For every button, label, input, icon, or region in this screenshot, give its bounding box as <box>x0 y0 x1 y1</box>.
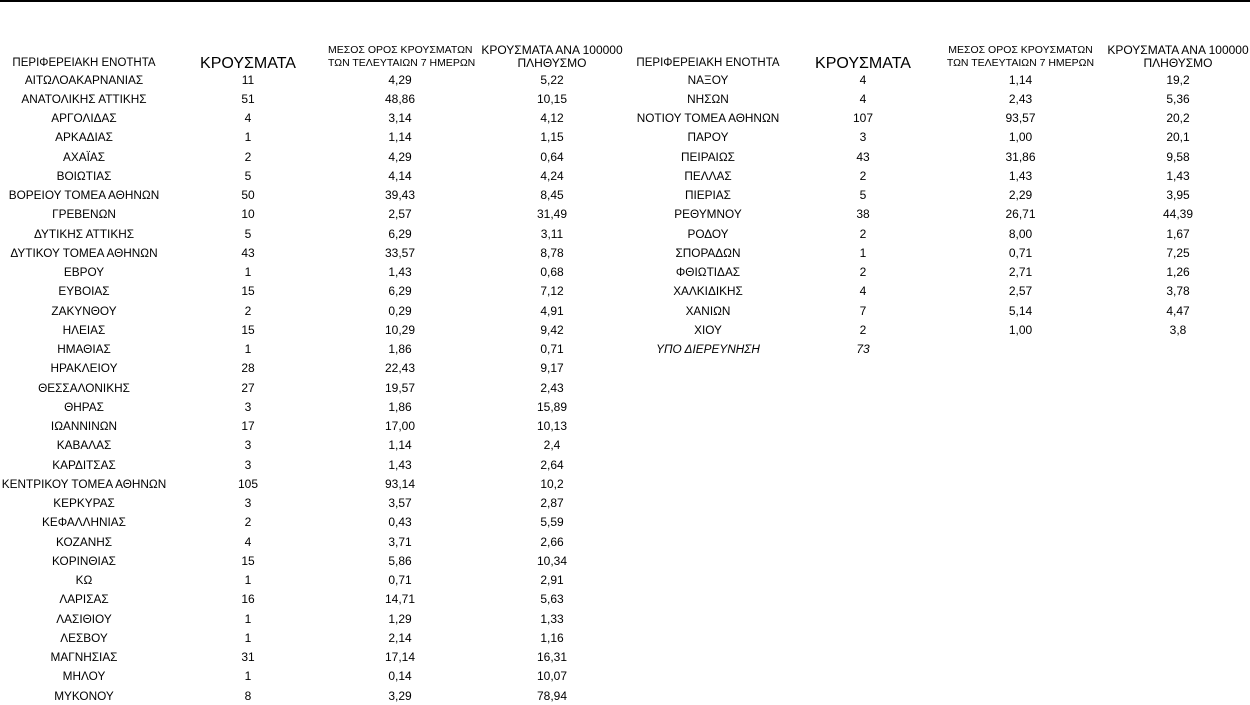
cell-per: 19,2 <box>1166 72 1190 87</box>
table-row <box>0 417 632 436</box>
table-header-left <box>0 40 632 70</box>
cell-per: 9,42 <box>540 322 564 337</box>
cell-avg: 93,14 <box>384 476 416 491</box>
table-row <box>0 571 632 590</box>
cell-region: ΘΗΡΑΣ <box>64 399 104 414</box>
cell-per: 0,68 <box>540 265 564 280</box>
header-per <box>472 44 632 70</box>
table-row <box>628 109 1250 128</box>
cell-per: 7,12 <box>540 284 564 299</box>
cell-region: ΑΝΑΤΟΛΙΚΗΣ ΑΤΤΙΚΗΣ <box>21 91 147 106</box>
table-row <box>0 166 632 185</box>
header-per-line2: ΠΛΗΘΥΣΜΟ <box>1143 56 1213 70</box>
cell-region: ΚΑΡΔΙΤΣΑΣ <box>52 457 116 472</box>
table-row <box>0 205 632 224</box>
cell-per: 8,78 <box>540 245 564 260</box>
table-row <box>0 513 632 532</box>
cell-region: ΦΘΙΩΤΙΔΑΣ <box>675 265 741 280</box>
table-row <box>0 667 632 686</box>
cell-region: ΚΕΦΑΛΛΗΝΙΑΣ <box>42 515 126 530</box>
cell-cases: 4 <box>244 111 252 126</box>
header-region: ΠΕΡΙΦΕΡΕΙΑΚΗ ΕΝΟΤΗΤΑ <box>636 57 780 69</box>
table-row <box>0 70 632 89</box>
cell-cases: 1 <box>244 669 252 684</box>
cell-per: 78,94 <box>536 688 568 703</box>
header-region: ΠΕΡΙΦΕΡΕΙΑΚΗ ΕΝΟΤΗΤΑ <box>12 57 156 69</box>
cell-cases: 1 <box>244 130 252 145</box>
cell-region: ΕΒΡΟΥ <box>63 265 105 280</box>
cell-cases: 2 <box>859 226 867 241</box>
cell-cases: 1 <box>859 245 867 260</box>
cell-cases: 4 <box>244 534 252 549</box>
cell-per: 1,16 <box>540 630 564 645</box>
cell-avg: 1,86 <box>388 342 412 357</box>
cell-cases: 1 <box>244 265 252 280</box>
cell-region: ΗΛΕΙΑΣ <box>62 322 106 337</box>
cell-cases: 38 <box>856 207 870 222</box>
cell-per: 10,07 <box>536 669 568 684</box>
cell-avg: 1,00 <box>1008 130 1033 145</box>
cell-per: 44,39 <box>1162 207 1194 222</box>
table-row <box>0 551 632 570</box>
header-avg-line1: ΜΕΣΟΣ ΟΡΟΣ ΚΡΟΥΣΜΑΤΩΝ <box>328 44 473 56</box>
cell-region: ΖΑΚΥΝΘΟΥ <box>51 303 117 318</box>
cell-cases: 16 <box>241 592 255 607</box>
table-row <box>628 340 1250 359</box>
table-row <box>0 455 632 474</box>
top-border-line <box>0 0 1250 2</box>
cell-avg: 17,14 <box>384 650 416 665</box>
cell-avg: 6,29 <box>388 226 412 241</box>
cell-cases: 43 <box>856 149 870 164</box>
table-header-right <box>628 40 1250 70</box>
cell-region: ΧΑΛΚΙΔΙΚΗΣ <box>673 284 743 299</box>
cell-avg: 19,57 <box>384 380 416 395</box>
cell-cases: 5 <box>244 168 252 183</box>
table-row <box>0 340 632 359</box>
cell-region: ΛΑΣΙΘΙΟΥ <box>56 611 112 626</box>
header-per-line1: ΚΡΟΥΣΜΑΤΑ ΑΝΑ 100000 <box>481 43 623 57</box>
table-row <box>628 320 1250 339</box>
table-row <box>628 89 1250 108</box>
cell-region: ΑΙΤΩΛΟΑΚΑΡΝΑΝΙΑΣ <box>24 72 144 87</box>
table-row <box>0 320 632 339</box>
cell-region: ΚΟΡΙΝΘΙΑΣ <box>52 553 116 568</box>
cell-region: ΛΕΣΒΟΥ <box>60 630 108 645</box>
table-row <box>0 494 632 513</box>
cell-avg: 1,14 <box>388 438 412 453</box>
cell-per: 5,22 <box>540 72 564 87</box>
cell-cases: 1 <box>244 611 252 626</box>
cell-avg: 33,57 <box>384 245 416 260</box>
cell-cases: 27 <box>241 380 255 395</box>
cell-region: ΚΟΖΑΝΗΣ <box>55 534 113 549</box>
table-row <box>628 166 1250 185</box>
cell-cases: 2 <box>859 168 867 183</box>
table-left-block <box>0 40 632 705</box>
cell-region: ΒΟΙΩΤΙΑΣ <box>56 168 112 183</box>
cell-avg: 0,71 <box>388 573 412 588</box>
cell-region: ΔΥΤΙΚΟΥ ΤΟΜΕΑ ΑΘΗΝΩΝ <box>10 245 158 260</box>
cell-per: 2,43 <box>540 380 564 395</box>
cell-region: ΓΡΕΒΕΝΩΝ <box>52 207 116 222</box>
cell-avg: 5,86 <box>388 553 412 568</box>
cell-per: 20,2 <box>1166 111 1190 126</box>
cell-per: 9,58 <box>1166 149 1190 164</box>
cell-cases: 3 <box>244 399 252 414</box>
table-right-block <box>628 40 1250 359</box>
cell-cases: 2 <box>244 149 252 164</box>
cell-per: 10,13 <box>536 419 568 434</box>
cell-cases: 15 <box>241 322 255 337</box>
header-avg <box>938 44 1103 70</box>
cell-region: ΡΕΘΥΜΝΟΥ <box>674 207 742 222</box>
table-row <box>0 359 632 378</box>
cell-cases: 2 <box>244 515 252 530</box>
table-row <box>628 301 1250 320</box>
cell-region: ΕΥΒΟΙΑΣ <box>58 284 110 299</box>
cell-per: 2,4 <box>543 438 561 453</box>
cell-avg: 1,86 <box>388 399 412 414</box>
cell-region: ΝΗΣΩΝ <box>687 91 729 106</box>
cell-avg: 0,71 <box>1008 245 1033 260</box>
cell-avg: 3,71 <box>388 534 412 549</box>
header-per-line1: ΚΡΟΥΣΜΑΤΑ ΑΝΑ 100000 <box>1107 43 1249 57</box>
cell-per: 1,67 <box>1166 226 1190 241</box>
cell-region: ΘΕΣΣΑΛΟΝΙΚΗΣ <box>38 380 130 395</box>
cell-region: ΧΙΟΥ <box>694 322 722 337</box>
cell-cases: 43 <box>241 245 255 260</box>
cell-cases: 73 <box>856 342 870 357</box>
table-row <box>0 590 632 609</box>
cell-cases: 3 <box>244 438 252 453</box>
cell-region: ΜΥΚΟΝΟΥ <box>54 688 114 703</box>
cell-region: ΠΙΕΡΙΑΣ <box>685 188 731 203</box>
table-row <box>0 628 632 647</box>
cell-per: 1,15 <box>540 130 564 145</box>
table-row <box>628 205 1250 224</box>
cell-avg: 2,43 <box>1008 91 1033 106</box>
table-row <box>0 147 632 166</box>
cell-avg: 26,71 <box>1005 207 1036 222</box>
table-row <box>628 186 1250 205</box>
header-per-line2: ΠΛΗΘΥΣΜΟ <box>517 56 587 70</box>
cell-cases: 4 <box>859 91 867 106</box>
cell-per: 2,66 <box>540 534 564 549</box>
cell-cases: 1 <box>244 573 252 588</box>
table-row <box>628 128 1250 147</box>
cell-avg: 3,29 <box>388 688 412 703</box>
cell-region: ΑΡΚΑΔΙΑΣ <box>55 130 113 145</box>
cell-region: ΚΑΒΑΛΑΣ <box>56 438 112 453</box>
table-row <box>628 243 1250 262</box>
table-row <box>0 648 632 667</box>
cell-per: 5,59 <box>540 515 564 530</box>
cell-per: 3,95 <box>1166 188 1190 203</box>
cell-avg: 17,00 <box>384 419 416 434</box>
cell-avg: 5,14 <box>1008 303 1033 318</box>
cell-avg: 22,43 <box>384 361 416 376</box>
cell-cases: 4 <box>859 72 867 87</box>
cell-avg: 4,14 <box>388 168 412 183</box>
cell-avg: 6,29 <box>388 284 412 299</box>
cell-per: 10,15 <box>536 91 568 106</box>
cell-region: ΑΡΓΟΛΙΔΑΣ <box>51 111 117 126</box>
cell-cases: 10 <box>241 207 255 222</box>
cell-avg: 31,86 <box>1005 149 1036 164</box>
cell-region: ΑΧΑΪΑΣ <box>62 149 106 164</box>
table-row <box>0 89 632 108</box>
cell-per: 0,71 <box>540 342 564 357</box>
cell-per: 7,25 <box>1166 245 1190 260</box>
cell-cases: 3 <box>244 496 252 511</box>
cell-per: 20,1 <box>1166 130 1190 145</box>
cell-cases: 5 <box>244 226 252 241</box>
cell-avg: 1,43 <box>388 457 412 472</box>
table-body-left <box>0 70 632 705</box>
header-avg-line1: ΜΕΣΟΣ ΟΡΟΣ ΚΡΟΥΣΜΑΤΩΝ <box>948 44 1093 56</box>
cell-avg: 4,29 <box>388 149 412 164</box>
table-row <box>0 224 632 243</box>
cell-per: 9,17 <box>540 361 564 376</box>
cell-avg: 10,29 <box>384 322 416 337</box>
cell-region: ΛΑΡΙΣΑΣ <box>59 592 109 607</box>
cell-avg: 4,29 <box>388 72 412 87</box>
cell-avg: 8,00 <box>1008 226 1033 241</box>
cell-region: ΝΑΞΟΥ <box>687 72 729 87</box>
cell-cases: 51 <box>241 91 255 106</box>
table-row <box>0 109 632 128</box>
cell-region: ΥΠΟ ΔΙΕΡΕΥΝΗΣΗ <box>656 342 760 357</box>
cell-region: ΠΕΛΛΑΣ <box>684 168 732 183</box>
table-row <box>0 301 632 320</box>
cell-cases: 11 <box>241 72 255 87</box>
cell-region: ΧΑΝΙΩΝ <box>685 303 731 318</box>
table-row <box>628 263 1250 282</box>
cell-region: ΠΑΡΟΥ <box>687 130 729 145</box>
cell-avg: 1,43 <box>1008 168 1033 183</box>
cell-cases: 7 <box>859 303 867 318</box>
table-body-right <box>628 70 1250 359</box>
cell-cases: 1 <box>244 342 252 357</box>
cell-avg: 14,71 <box>384 592 416 607</box>
cell-per: 4,91 <box>540 303 564 318</box>
cell-region: ΚΩ <box>75 573 93 588</box>
table-row <box>0 128 632 147</box>
cell-avg: 39,43 <box>384 188 416 203</box>
table-row <box>0 378 632 397</box>
cell-avg: 48,86 <box>384 91 416 106</box>
cell-cases: 15 <box>241 284 255 299</box>
cell-avg: 0,43 <box>388 515 412 530</box>
cell-avg: 2,14 <box>388 630 412 645</box>
table-row <box>0 263 632 282</box>
cell-cases: 3 <box>244 457 252 472</box>
cell-cases: 2 <box>244 303 252 318</box>
cell-per: 3,11 <box>540 226 564 241</box>
cell-avg: 2,71 <box>1008 265 1033 280</box>
cell-cases: 1 <box>244 630 252 645</box>
header-avg <box>328 44 476 70</box>
cell-region: ΗΜΑΘΙΑΣ <box>57 342 111 357</box>
cell-region: ΚΕΡΚΥΡΑΣ <box>53 496 115 511</box>
cell-per: 0,64 <box>540 149 564 164</box>
cell-region: ΜΗΛΟΥ <box>62 669 106 684</box>
cell-per: 1,33 <box>540 611 564 626</box>
table-row <box>0 282 632 301</box>
cell-avg: 1,29 <box>388 611 412 626</box>
cell-cases: 15 <box>241 553 255 568</box>
cell-region: ΣΠΟΡΑΔΩΝ <box>675 245 741 260</box>
table-row <box>628 70 1250 89</box>
table-row <box>628 224 1250 243</box>
header-avg-line2: ΤΩΝ ΤΕΛΕΥΤΑΙΩΝ 7 ΗΜΕΡΩΝ <box>946 57 1095 69</box>
cell-region: ΔΥΤΙΚΗΣ ΑΤΤΙΚΗΣ <box>33 226 135 241</box>
cell-region: ΜΑΓΝΗΣΙΑΣ <box>50 650 118 665</box>
table-row <box>0 609 632 628</box>
cell-per: 1,26 <box>1166 265 1190 280</box>
cell-avg: 0,14 <box>388 669 412 684</box>
cell-avg: 2,29 <box>1008 188 1033 203</box>
cell-avg: 1,14 <box>388 130 412 145</box>
cell-per: 5,63 <box>540 592 564 607</box>
table-row <box>628 282 1250 301</box>
cell-per: 3,8 <box>1169 322 1187 337</box>
cell-per: 10,2 <box>540 476 564 491</box>
cell-per: 3,78 <box>1166 284 1190 299</box>
cell-region: ΠΕΙΡΑΙΩΣ <box>681 149 735 164</box>
header-cases: ΚΡΟΥΣΜΑΤΑ <box>815 55 911 72</box>
cell-cases: 107 <box>852 111 874 126</box>
cell-avg: 0,29 <box>388 303 412 318</box>
cell-per: 31,49 <box>536 207 568 222</box>
cell-cases: 28 <box>241 361 255 376</box>
cell-avg: 1,43 <box>388 265 412 280</box>
table-row <box>628 147 1250 166</box>
cell-avg: 3,14 <box>388 111 412 126</box>
table-row <box>0 436 632 455</box>
cell-cases: 8 <box>244 688 252 703</box>
cell-avg: 1,00 <box>1008 322 1033 337</box>
cell-region: ΗΡΑΚΛΕΙΟΥ <box>50 361 118 376</box>
cell-cases: 105 <box>237 476 259 491</box>
cell-avg: 2,57 <box>1008 284 1033 299</box>
cell-avg: 2,57 <box>388 207 412 222</box>
cell-per: 8,45 <box>540 188 564 203</box>
cell-region: ΝΟΤΙΟΥ ΤΟΜΕΑ ΑΘΗΝΩΝ <box>636 111 780 126</box>
cell-per: 2,87 <box>540 496 564 511</box>
cell-per: 15,89 <box>536 399 568 414</box>
cell-cases: 2 <box>859 322 867 337</box>
cell-avg: 3,57 <box>388 496 412 511</box>
cell-per: 10,34 <box>536 553 568 568</box>
header-per <box>1103 44 1250 70</box>
cell-region: ΒΟΡΕΙΟΥ ΤΟΜΕΑ ΑΘΗΝΩΝ <box>8 188 160 203</box>
cell-cases: 3 <box>859 130 867 145</box>
cell-per: 2,91 <box>540 573 564 588</box>
table-row <box>0 243 632 262</box>
cell-region: ΙΩΑΝΝΙΝΩΝ <box>50 419 118 434</box>
table-row <box>0 397 632 416</box>
cell-per: 4,47 <box>1166 303 1190 318</box>
cell-per: 2,64 <box>540 457 564 472</box>
cell-per: 4,12 <box>540 111 564 126</box>
cell-avg: 1,14 <box>1008 72 1033 87</box>
header-cases: ΚΡΟΥΣΜΑΤΑ <box>200 55 296 72</box>
table-row <box>0 532 632 551</box>
cell-region: ΡΟΔΟΥ <box>687 226 729 241</box>
cell-cases: 50 <box>241 188 255 203</box>
table-row <box>0 686 632 705</box>
table-row <box>0 186 632 205</box>
cell-per: 5,36 <box>1166 91 1190 106</box>
cell-cases: 2 <box>859 265 867 280</box>
cell-per: 16,31 <box>536 650 568 665</box>
cell-per: 4,24 <box>540 168 564 183</box>
header-avg-line2: ΤΩΝ ΤΕΛΕΥΤΑΙΩΝ 7 ΗΜΕΡΩΝ <box>328 57 476 69</box>
cell-cases: 17 <box>241 419 255 434</box>
cell-region: ΚΕΝΤΡΙΚΟΥ ΤΟΜΕΑ ΑΘΗΝΩΝ <box>1 476 167 491</box>
cell-per: 1,43 <box>1166 168 1190 183</box>
table-row <box>0 474 632 493</box>
cell-cases: 5 <box>859 188 867 203</box>
cell-cases: 4 <box>859 284 867 299</box>
cell-cases: 31 <box>241 650 255 665</box>
cell-avg: 93,57 <box>1005 111 1036 126</box>
